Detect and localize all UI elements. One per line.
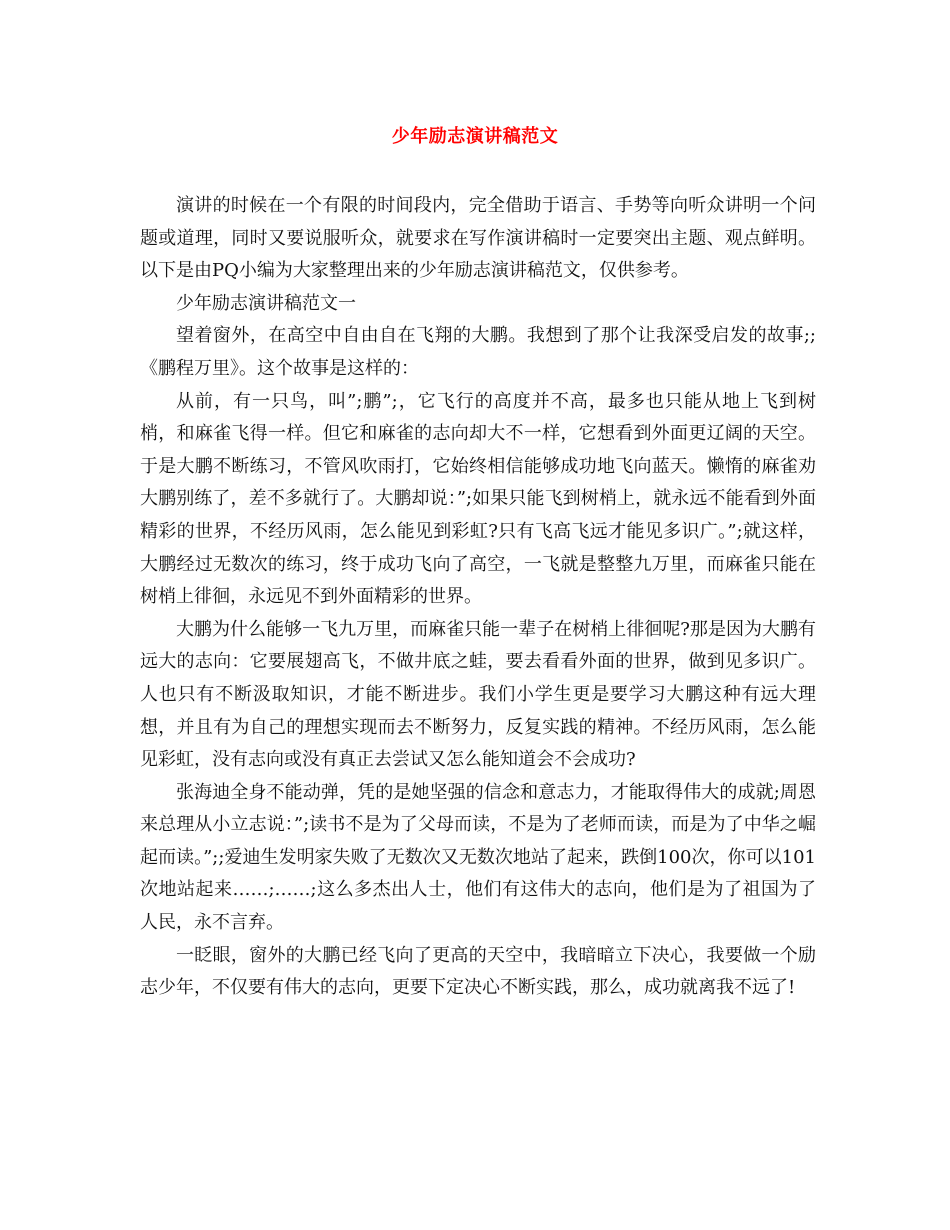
document-body — [140, 190, 816, 1005]
paragraph: 一眨眼，窗外的大鹏已经飞向了更高的天空中，我暗暗立下决心，我要做一个励志少年，不仅要有伟大的志向，更要下定决心不断实践，那么，成功就离我不远了! — [140, 944, 816, 999]
section-heading: 少年励志演讲稿范文一 — [176, 292, 356, 314]
paragraph-intro: 演讲的时候在一个有限的时间段内，完全借助于语言、手势等向听众讲明一个问题或道理，同时又要说服听众，就要求在写作演讲稿时一定要突出主题、观点鲜明。以下是由PQ小编为大家整理出来的少年励志演讲稿范文，仅供参考。 — [140, 195, 816, 282]
document-title: 少年励志演讲稿范文 — [391, 126, 559, 147]
paragraph: 张海迪全身不能动弹，凭的是她坚强的信念和意志力，才能取得伟大的成就;周恩来总理从小立志说：”;读书不是为了父母而读，不是为了老师而读，而是为了中华之崛起而读。”;;爱迪生发明家失败了无数次又无数次地站了起来，跌倒100次，你可以101次地站起来……;……;这么多杰出人士，他们有这伟大的志向，他们是为了祖国为了人民，永不言弃。 — [140, 781, 816, 934]
paragraph: 大鹏为什么能够一飞九万里，而麻雀只能一辈子在树梢上徘徊呢?那是因为大鹏有远大的志向：它要展翅高飞，不做井底之蛙，要去看看外面的世界，做到见多识广。人也只有不断汲取知识，才能不断进步。我们小学生更是要学习大鹏这种有远大理想，并且有为自己的理想实现而去不断努力，反复实践的精神。不经历风雨，怎么能见彩虹，没有志向或没有真正去尝试又怎么能知道会不会成功? — [140, 618, 816, 771]
paragraph: 从前，有一只鸟，叫”;鹏”;，它飞行的高度并不高，最多也只能从地上飞到树梢，和麻雀飞得一样。但它和麻雀的志向却大不一样，它想看到外面更辽阔的天空。于是大鹏不断练习，不管风吹雨打，它始终相信能够成功地飞向蓝天。懒惰的麻雀劝大鹏别练了，差不多就行了。大鹏却说：”;如果只能飞到树梢上，就永远不能看到外面精彩的世界，不经历风雨，怎么能见到彩虹?只有飞高飞远才能见多识广。”;就这样，大鹏经过无数次的练习，终于成功飞向了高空，一飞就是整整九万里，而麻雀只能在树梢上徘徊，永远见不到外面精彩的世界。 — [140, 390, 816, 608]
paragraph: 望着窗外，在高空中自由自在飞翔的大鹏。我想到了那个让我深受启发的故事;;《鹏程万里》。这个故事是这样的： — [140, 325, 816, 379]
